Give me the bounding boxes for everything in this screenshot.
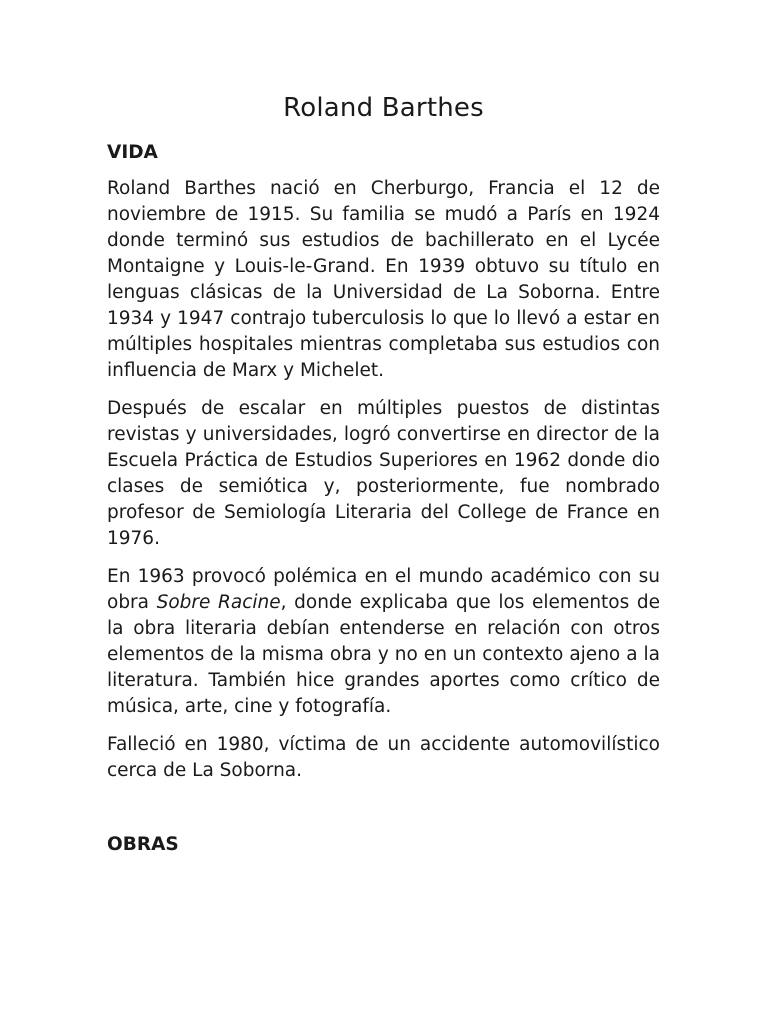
book-title-italic: Sobre Racine <box>156 592 281 613</box>
document-title: Roland Barthes <box>283 93 484 123</box>
section-vida <box>107 140 660 784</box>
section-heading-obras: OBRAS <box>107 834 179 855</box>
section-obras <box>107 832 660 858</box>
paragraph-text-before: En 1963 provocó polémica en el mundo académico con su obra <box>107 566 660 613</box>
paragraph-text-after: , donde explicaba que los elementos de la obra literaria debían entenderse en relación con otros elementos de la misma obra y no en un contexto ajeno a la literatura. También hice grandes aportes como crítico de música, arte, cine y fotografía. <box>107 592 660 717</box>
paragraph-death <box>107 732 660 784</box>
paragraph-death-text: Falleció en 1980, víctima de un accidente automovilístico cerca de La Soborna. <box>107 734 660 781</box>
section-gap <box>107 796 660 832</box>
section-heading-vida: VIDA <box>107 142 158 163</box>
paragraph-sobre-racine <box>107 564 660 720</box>
paragraph-career: Después de escalar en múltiples puestos de distintas revistas y universidades, logró convertirse en director de la Escuela Práctica de Estudios Superiores en 1962 donde dio clases de semiótica y, posteriormente, fue nombrado profesor de Semiología Literaria del College de France en 1976. <box>107 398 660 549</box>
document-page <box>107 90 660 868</box>
paragraph-birth: Roland Barthes nació en Cherburgo, Francia el 12 de noviembre de 1915. Su familia se mudó a París en 1924 donde terminó sus estudios de bachillerato en el Lycée Montaigne y Louis-le-Grand. En 1939 obtuvo su título en lenguas clásicas de la Universidad de La Soborna. Entre 1934 y 1947 contrajo tuberculosis lo que lo llevó a estar en múltiples hospitales mientras completaba sus estudios con influencia de Marx y Michelet. <box>107 178 660 381</box>
